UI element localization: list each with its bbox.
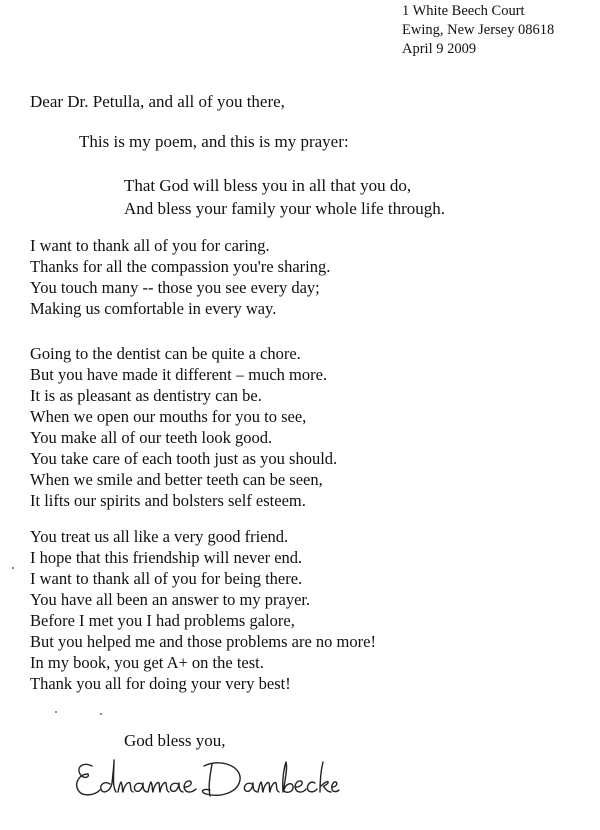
poem-line: Going to the dentist can be quite a chore. [30, 344, 301, 363]
poem-line: I want to thank all of you for being there. [30, 569, 303, 588]
intro-line: This is my poem, and this is my prayer: [79, 132, 349, 151]
address-city: Ewing, New Jersey 08618 [402, 22, 555, 38]
poem-line: I hope that this friendship will never end. [30, 548, 303, 567]
prayer-line: That God will bless you in all that you do, [124, 176, 412, 195]
scan-speck [12, 567, 14, 569]
poem-line: You take care of each tooth just as you should. [30, 449, 338, 468]
sender-address [402, 2, 554, 59]
poem-line: Thanks for all the compassion you're sharing. [30, 257, 331, 276]
scan-speck [100, 713, 102, 715]
scan-speck [55, 711, 57, 713]
prayer-couplet [124, 174, 445, 220]
poem-line: But you helped me and those problems are no more! [30, 632, 376, 651]
closing: God bless you, [124, 731, 226, 750]
poem-line: But you have made it different – much more. [30, 365, 328, 384]
poem-line: You treat us all like a very good friend. [30, 527, 289, 546]
poem-line: It is as pleasant as dentistry can be. [30, 386, 262, 405]
letter-date: April 9 2009 [402, 41, 477, 57]
poem-line: In my book, you get A+ on the test. [30, 653, 264, 672]
prayer-line: And bless your family your whole life through. [124, 199, 446, 218]
poem-line: I want to thank all of you for caring. [30, 236, 270, 255]
address-street: 1 White Beech Court [402, 3, 525, 19]
poem-stanza-2 [30, 343, 337, 511]
poem-line: You make all of our teeth look good. [30, 428, 273, 447]
poem-line: You have all been an answer to my prayer. [30, 590, 311, 609]
poem-line: When we smile and better teeth can be seen, [30, 470, 323, 489]
poem-line: Making us comfortable in every way. [30, 299, 277, 318]
poem-line: When we open our mouths for you to see, [30, 407, 307, 426]
salutation: Dear Dr. Petulla, and all of you there, [30, 92, 285, 111]
poem-stanza-3 [30, 526, 376, 694]
poem-stanza-1 [30, 235, 330, 319]
poem-line: Before I met you I had problems galore, [30, 611, 295, 630]
poem-line: It lifts our spirits and bolsters self esteem. [30, 491, 306, 510]
handwritten-signature [70, 752, 340, 812]
poem-line: Thank you all for doing your very best! [30, 674, 291, 693]
poem-line: You touch many -- those you see every day; [30, 278, 320, 297]
